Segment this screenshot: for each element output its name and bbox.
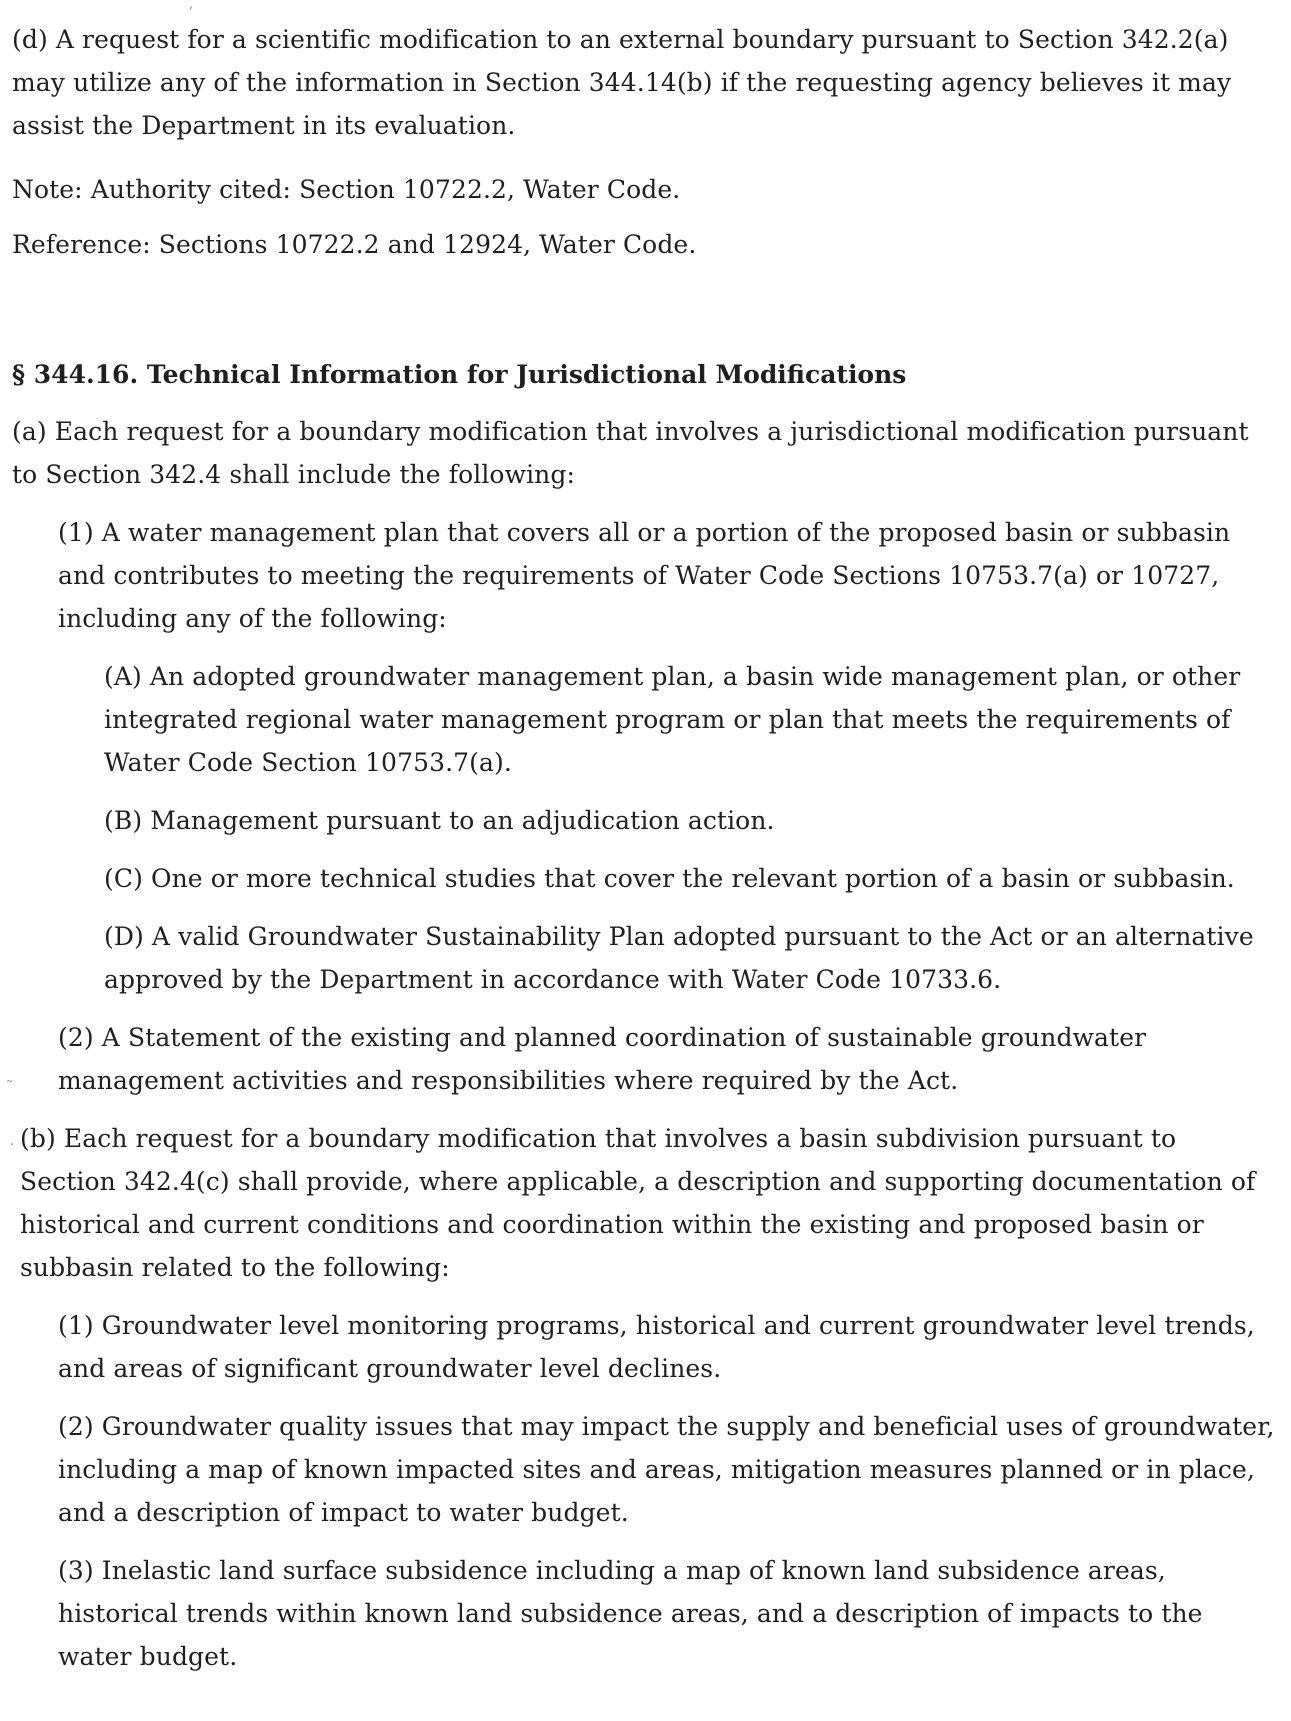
paragraph-d: (d) A request for a scientific modification to an external boundary pursuant to Section 342.2(a) may utilize any of the information in Section 344.14(b) if the requesting agency believes it may assist the Department in its evaluation. (12, 25, 1232, 140)
item-a1-C: (C) One or more technical studies that cover the relevant portion of a basin or subbasin. (104, 864, 1235, 893)
section-heading: § 344.16. Technical Information for Jurisdictional Modifications (12, 360, 907, 389)
scan-mark: ʼ (188, 5, 193, 21)
paragraph-a: (a) Each request for a boundary modification that involves a jurisdictional modification pursuant to Section 342.4 shall include the following: (12, 417, 1249, 489)
item-b1: (1) Groundwater level monitoring programs, historical and current groundwater level trends, and areas of significant groundwater level declines. (58, 1311, 1255, 1383)
scan-mark: · (10, 1137, 15, 1153)
authority-note: Note: Authority cited: Section 10722.2, Water Code. (12, 175, 681, 204)
item-b2: (2) Groundwater quality issues that may impact the supply and beneficial uses of groundwater, including a map of known impacted sites and areas, mitigation measures planned or in place, and a description of impact to water budget. (58, 1412, 1275, 1527)
item-a1: (1) A water management plan that covers all or a portion of the proposed basin or subbasin and contributes to meeting the requirements of Water Code Sections 10753.7(a) or 10727, including any of the following: (58, 518, 1231, 633)
item-b3: (3) Inelastic land surface subsidence including a map of known land subsidence areas, historical trends within known land subsidence areas, and a description of impacts to the water budget. (58, 1556, 1203, 1671)
item-a1-B: (B) Management pursuant to an adjudication action. (104, 806, 775, 835)
item-a1-A: (A) An adopted groundwater management plan, a basin wide management plan, or other integrated regional water management program or plan that meets the requirements of Water Code Section 10753.7(a). (104, 662, 1241, 777)
paragraph-b: (b) Each request for a boundary modification that involves a basin subdivision pursuant to Section 342.4(c) shall provide, where applicable, a description and supporting documentation of historical and current conditions and coordination within the existing and proposed basin or subbasin related to the following: (20, 1124, 1256, 1282)
reference-note: Reference: Sections 10722.2 and 12924, Water Code. (12, 230, 697, 259)
item-a2: (2) A Statement of the existing and planned coordination of sustainable groundwater management activities and responsibilities where required by the Act. (58, 1023, 1147, 1095)
item-a1-D: (D) A valid Groundwater Sustainability Plan adopted pursuant to the Act or an alternative approved by the Department in accordance with Water Code 10733.6. (104, 922, 1254, 994)
scan-mark: ˜ (6, 1079, 13, 1095)
